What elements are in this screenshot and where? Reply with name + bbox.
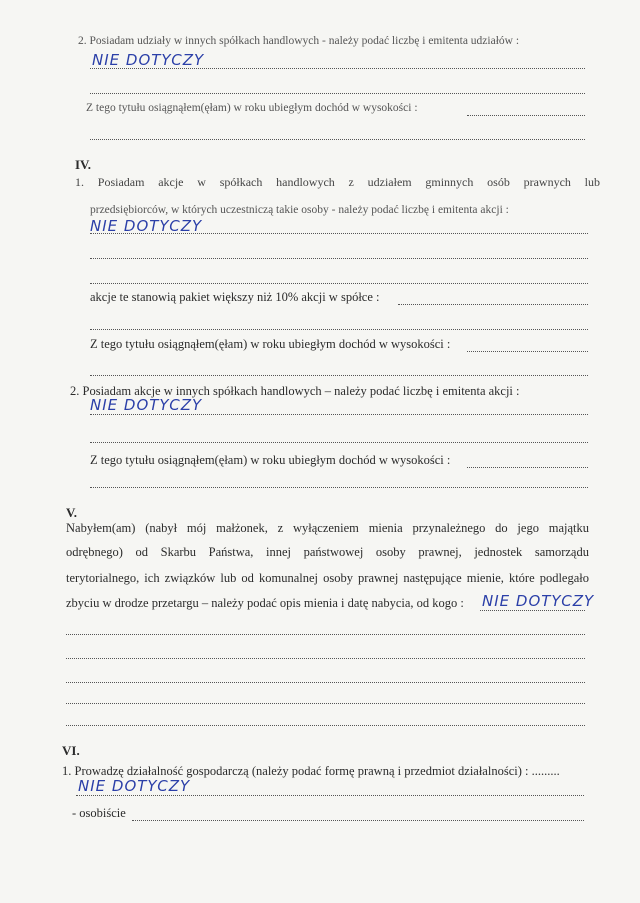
fill-line [66,682,585,683]
section-iv-heading: IV. [75,157,92,172]
fill-line [90,375,588,376]
fill-line [76,795,584,796]
fill-line [66,725,585,726]
fill-line [90,283,588,284]
fill-line [90,233,588,234]
fill-line [66,703,585,704]
fill-line [90,329,588,330]
s5-line4: zbyciu w drodze przetargu – należy podać opis mienia i datę nabycia, od kogo : [66,596,464,610]
s6-personal-text: - osobiście [72,806,126,820]
s5-line2: odrębnego) od Skarbu Państwa, innej państwowej osoby prawnej, jednostek samorządu [66,545,589,559]
handwritten-answer: NIE DOTYCZY [78,777,191,795]
fill-line [90,68,585,69]
section-v-heading: V. [66,505,77,520]
fill-line [66,658,585,659]
handwritten-answer: NIE DOTYCZY [92,51,205,69]
fill-line [90,442,588,443]
fill-line [467,351,588,352]
s5-line1: Nabyłem(am) (nabył mój małżonek, z wyłączeniem mienia przynależnego do jego majątku [66,521,589,535]
fill-line [398,304,588,305]
s3-income-text: Z tego tytułu osiągnąłem(ęłam) w roku ubiegłym dochód w wysokości : [86,102,418,114]
s4-item2-text: 2. Posiadam akcje w innych spółkach handlowych – należy podać liczbę i emitenta akcji : [70,384,520,398]
fill-line [90,414,588,415]
s4-item1-line2: przedsiębiorców, w których uczestniczą takie osoby - należy podać liczbę i emitenta akcji : [90,204,509,216]
fill-line [90,258,588,259]
s5-line3: terytorialnego, ich związków lub od komunalnej osoby prawnej następujące mienie, które podlegało [66,571,589,585]
fill-line [132,820,584,821]
fill-line [90,139,585,140]
fill-line [90,487,588,488]
s6-item1-text: 1. Prowadzę działalność gospodarczą (należy podać formę prawną i przedmiot działalności) : ......... [62,764,560,778]
fill-line [66,634,585,635]
s3-item2-text: 2. Posiadam udziały w innych spółkach handlowych - należy podać liczbę i emitenta udziałów : [78,35,520,47]
fill-line [467,115,585,116]
handwritten-answer: NIE DOTYCZY [90,217,203,235]
s4-income1-text: Z tego tytułu osiągnąłem(ęłam) w roku ubiegłym dochód w wysokości : [90,337,451,351]
section-vi-heading: VI. [62,743,80,758]
s4-packet-text: akcje te stanowią pakiet większy niż 10% akcji w spółce : [90,290,380,304]
fill-line [480,610,585,611]
handwritten-answer: NIE DOTYCZY [482,592,595,610]
fill-line [467,467,588,468]
fill-line [90,93,585,94]
s4-income2-text: Z tego tytułu osiągnąłem(ęłam) w roku ubiegłym dochód w wysokości : [90,453,451,467]
s4-item1-line1: 1. Posiadam akcje w spółkach handlowych z udziałem gminnych osób prawnych lub [75,175,600,189]
handwritten-answer: NIE DOTYCZY [90,396,203,414]
